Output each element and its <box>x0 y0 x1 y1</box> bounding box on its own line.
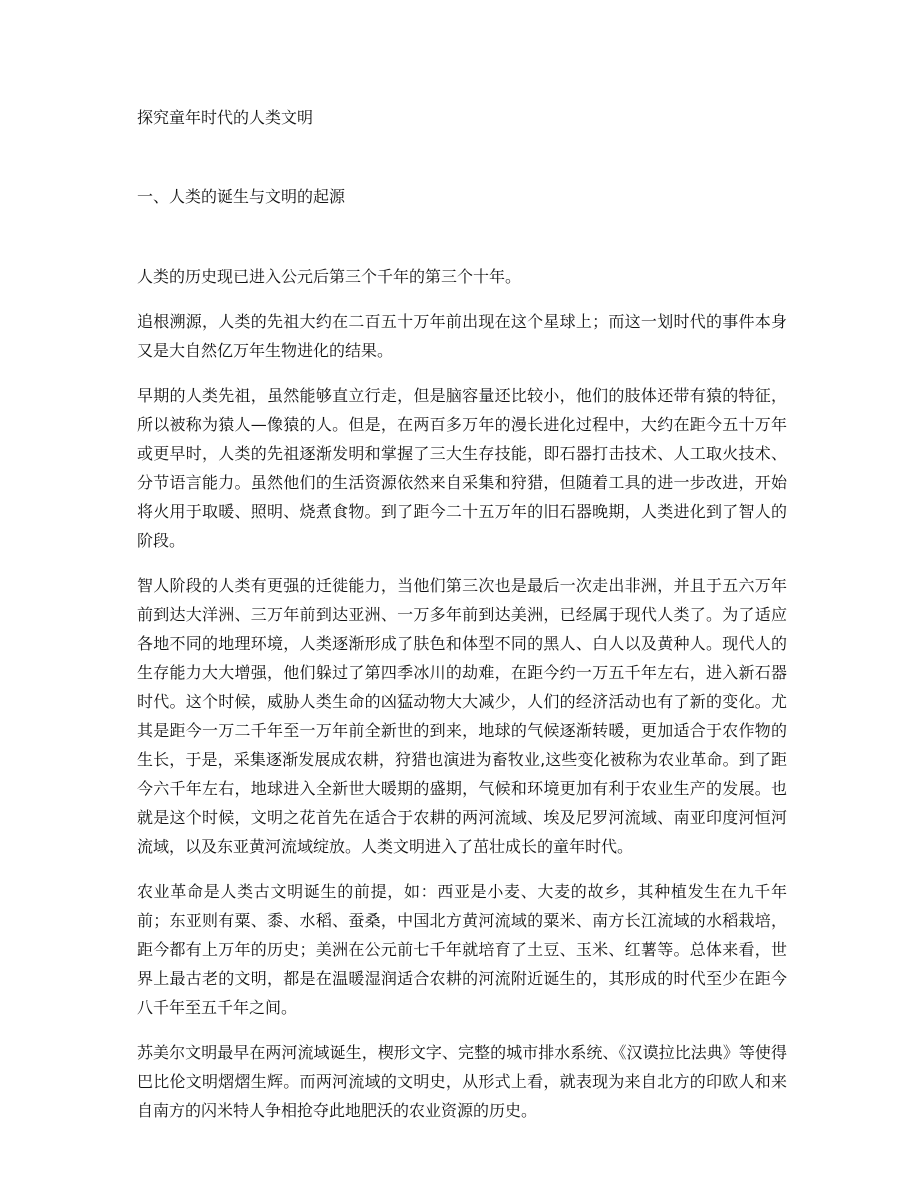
paragraph: 追根溯源，人类的先祖大约在二百五十万年前出现在这个星球上；而这一划时代的事件本身又是大自然亿万年生物进化的结果。 <box>137 312 787 360</box>
paragraph: 智人阶段的人类有更强的迁徙能力，当他们第三次也是最后一次走出非洲，并且于五六万年前到达大洋洲、三万年前到达亚洲、一万多年前到达美洲，已经属于现代人类了。为了适应各地不同的地理环境，人类逐渐形成了肤色和体型不同的黑人、白人以及黄种人。现代人的生存能力大大增强，他们躲过了第四季冰川的劫难，在距今约一万五千年左右，进入新石器时代。这个时候，威胁人类生命的凶猛动物大大减少，人们的经济活动也有了新的变化。尤其是距今一万二千年至一万年前全新世的到来，地球的气候逐渐转暖，更加适合于农作物的生长，于是，采集逐渐发展成农耕，狩猎也演进为畜牧业,这些变化被称为农业革命。到了距今六千年左右，地球进入全新世大暖期的盛期，气候和环境更加有利于农业生产的发展。也就是这个时候，文明之花首先在适合于农耕的两河流域、埃及尼罗河流域、南亚印度河恒河流域，以及东亚黄河流域绽放。人类文明进入了茁壮成长的童年时代。 <box>137 576 787 856</box>
section-heading: 一、人类的诞生与文明的起源 <box>137 187 346 206</box>
paragraph: 农业革命是人类古文明诞生的前提，如：西亚是小麦、大麦的故乡，其种植发生在九千年前；东亚则有粟、黍、水稻、蚕桑，中国北方黄河流域的粟米、南方长江流域的水稻栽培，距今都有上万年的历史；美洲在公元前七千年就培育了土豆、玉米、红薯等。总体来看，世界上最古老的文明，都是在温暖湿润适合农耕的河流附近诞生的，其形成的时代至少在距今八千年至五千年之间。 <box>137 882 787 1017</box>
document-body <box>137 262 787 1141</box>
paragraph: 早期的人类先祖，虽然能够直立行走，但是脑容量还比较小，他们的肢体还带有猿的特征，所以被称为猿人—像猿的人。但是，在两百多万年的漫长进化过程中，大约在距今五十万年或更早时，人类的先祖逐渐发明和掌握了三大生存技能，即石器打击技术、人工取火技术、分节语言能力。虽然他们的生活资源依然来自采集和狩猎，但随着工具的进一步改进，开始将火用于取暖、照明、烧煮食物。到了距今二十五万年的旧石器晚期，人类进化到了智人的阶段。 <box>137 386 787 550</box>
paragraph: 人类的历史现已进入公元后第三个千年的第三个十年。 <box>137 267 522 286</box>
document-title: 探究童年时代的人类文明 <box>137 108 314 127</box>
paragraph: 苏美尔文明最早在两河流域诞生，楔形文字、完整的城市排水系统、《汉谟拉比法典》等使得巴比伦文明熠熠生辉。而两河流域的文明史，从形式上看，就表现为来自北方的印欧人和来自南方的闪米特人争相抢夺此地肥沃的农业资源的历史。 <box>137 1043 787 1120</box>
